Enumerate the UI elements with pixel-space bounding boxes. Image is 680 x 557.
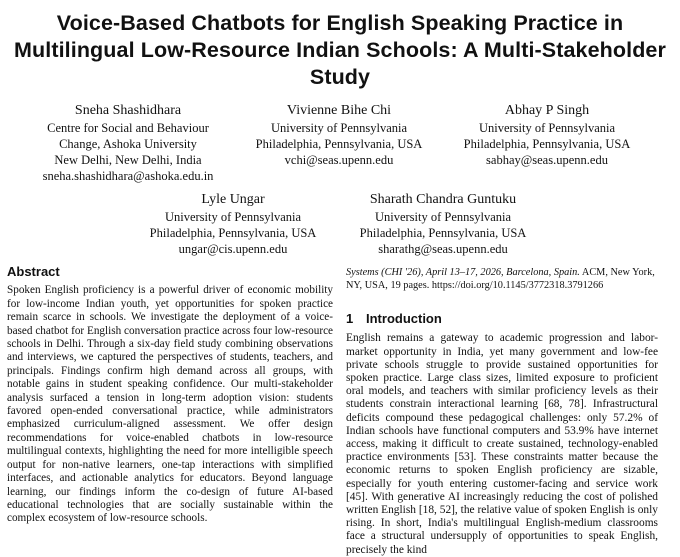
author-block (228, 102, 450, 168)
author-email: vchi@seas.upenn.edu (284, 153, 394, 167)
author-email: ungar@cis.upenn.edu (178, 242, 288, 256)
section-title: Introduction (366, 311, 442, 326)
reference-venue: Systems (CHI '26), April 13–17, 2026, Barcelona, Spain. (346, 267, 580, 278)
author-affiliation: University of Pennsylvania (164, 210, 302, 224)
author-affiliation: Change, Ashoka University (59, 137, 197, 151)
acm-reference (346, 266, 658, 292)
author-location: Philadelphia, Pennsylvania, USA (463, 137, 631, 151)
abstract-heading: Abstract (7, 264, 60, 279)
paper-title: Voice-Based Chatbots for English Speaking Practice in Multilingual Low-Resource Indian Schools: A Multi-Stakeholder Study (14, 11, 666, 89)
author-email: sabhay@seas.upenn.edu (486, 153, 608, 167)
author-location: Philadelphia, Pennsylvania, USA (255, 137, 423, 151)
author-affiliation: Centre for Social and Behaviour (47, 121, 209, 135)
right-column (346, 266, 658, 557)
reference-details: ACM, New York, NY, USA, 19 pages. https://doi.org/10.1145/3772318.3791266 (346, 267, 655, 291)
author-name: Lyle Ungar (201, 192, 265, 207)
author-name: Vivienne Bihe Chi (286, 103, 392, 118)
author-block (436, 102, 658, 168)
author-affiliation: University of Pennsylvania (374, 210, 512, 224)
abstract-text: Spoken English proficiency is a powerful driver of economic mobility for low-income Indian youth, yet opportunities for spoken practice remain scarce in schools. We investigate the deployment of a voice-based chatbot for English conversation practice across four low-resource schools in Delhi. Through a six-day field study combining observations and interviews, we captured the perspectives of students, teachers, and principals. Findings confirm high demand across all groups, with notable gains in student speaking confidence. Our multi-stakeholder analysis surfaced a tension in long-term adoption vision: students favored open-ended conversational practice, while administrators emphasized curriculum-aligned assessment. We offer design recommendations for voice-enabled chatbots in low-resource multilingual contexts, highlighting the need for more intelligible speech output for non-native learners, one-tap interactions with simplified interfaces, and actionable analytics for educators. Beyond language learning, our findings inform the co-design of future AI-based educational technologies that are socially sustainable within the complex ecosystem of low-resource schools. (7, 284, 333, 525)
author-location: Philadelphia, Pennsylvania, USA (149, 226, 317, 240)
author-name: Sharath Chandra Guntuku (369, 192, 517, 207)
intro-text: English remains a gateway to academic progression and labor-market opportunity in India, yet many government and low-fee private schools struggle to provide sustained opportunities for spoken practice. Large class sizes, limited exposure to proficient oral models, and teachers with similar proficiency levels as their students constrain interactional learning [68, 78]. Infrastructural deficits compound these pedagogical challenges: only 57.2% of Indian schools have functional computers and 53.9% have internet access, making it difficult to create sustained, technology-enabled practice environments [53]. These constraints matter because the economic returns to spoken English proficiency are sizable, especially for youth entering customer-facing and service work [45]. With generative AI increasingly reducing the cost of polished written English [18, 52], the relative value of spoken English is only rising. In short, India's multilingual English-medium classrooms face a structural undersupply of opportunities to speak English, precisely the kind (346, 332, 658, 556)
abstract-section (7, 265, 333, 526)
author-affiliation: University of Pennsylvania (478, 121, 616, 135)
author-block (18, 102, 238, 184)
section-heading (346, 312, 658, 325)
author-name: Sneha Shashidhara (74, 103, 182, 118)
section-number: 1 (346, 311, 354, 326)
author-email: sneha.shashidhara@ashoka.edu.in (42, 169, 214, 183)
author-block (122, 191, 344, 257)
author-location: Philadelphia, Pennsylvania, USA (359, 226, 527, 240)
author-block (332, 191, 554, 257)
author-affiliation: University of Pennsylvania (270, 121, 408, 135)
author-name: Abhay P Singh (504, 103, 590, 118)
author-location: New Delhi, New Delhi, India (54, 153, 202, 167)
author-email: sharathg@seas.upenn.edu (378, 242, 508, 256)
